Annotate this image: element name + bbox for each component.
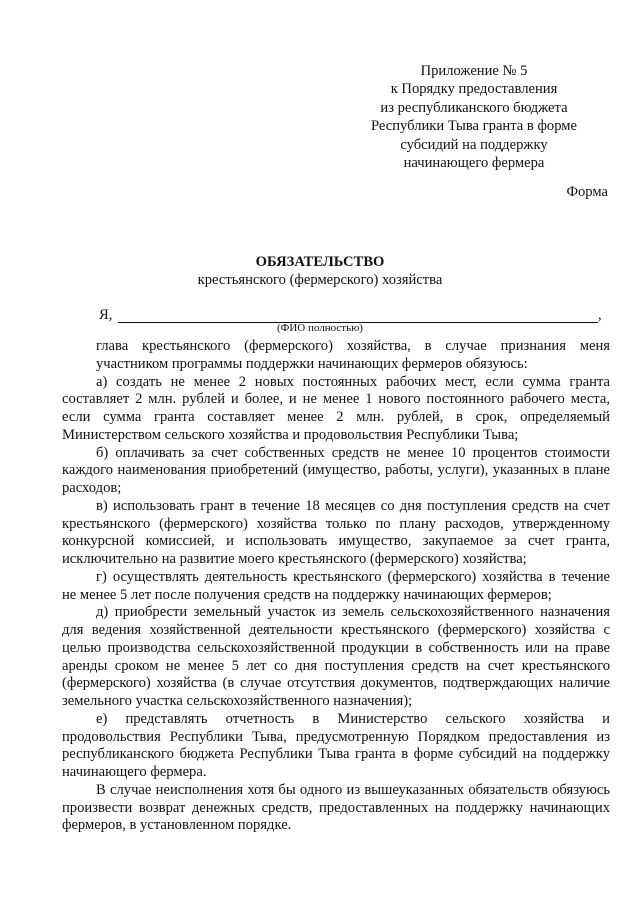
appendix-line: из республиканского бюджета — [380, 99, 568, 116]
paragraph-v: в) использовать грант в течение 18 месяцев со дня поступления средств на счет крестьянского (фермерского) хозяйства только по плану расходов, утвержденному конкурсной комиссией, и использовать имущество, закупаемое за счет гранта, исключительно на развитие моего крестьянского (фермерского) хозяйства; — [62, 497, 610, 567]
document-subtitle: крестьянского (фермерского) хозяйства — [197, 272, 443, 288]
appendix-header — [354, 62, 594, 172]
document-title: ОБЯЗАТЕЛЬСТВО — [255, 254, 385, 270]
paragraph-a: а) создать не менее 2 новых постоянных рабочих мест, если сумма гранта составляет 2 млн. рублей и более, и не менее 1 нового постоянного рабочего места, если сумма гранта составляет менее 2 млн. рублей, в срок, определяемый Министерством сельского хозяйства и продовольствия Республики Тыва; — [62, 373, 610, 443]
paragraph-final: В случае неисполнения хотя бы одного из вышеуказанных обязательств обязуюсь произвести возврат денежных средств, предоставленных на поддержку начинающих фермеров, в установленном порядке. — [62, 781, 610, 834]
paragraph-b: б) оплачивать за счет собственных средств не менее 10 процентов стоимости каждого наименования приобретений (имущество, работы, услуги), указанных в плане расходов; — [62, 444, 610, 496]
paragraph-d: д) приобрести земельный участок из земель сельскохозяйственного назначения для ведения хозяйственной деятельности крестьянского (фермерского) хозяйства с целью производства сельскохозяйственной продукции в собственность или на праве аренды сроком не менее 5 лет со дня поступления средств на счет крестьянского (фермерского) хозяйства (в случае отсутствия документов, подтверждающих наличие земельного участка сельскохозяйственного назначения); — [62, 604, 610, 709]
paragraph-e: е) представлять отчетность в Министерство сельского хозяйства и продовольствия Республики Тыва, предусмотренную Порядком предоставления из республиканского бюджета Республики Тыва гранта в форме субсидий на поддержку начинающего фермера. — [62, 710, 610, 780]
appendix-line: к Порядку предоставления — [390, 81, 558, 98]
appendix-line: Республики Тыва гранта в форме — [370, 118, 577, 135]
name-fill-comma: , — [598, 307, 602, 323]
fio-caption: (ФИО полностью) — [277, 322, 363, 334]
obligation-body — [62, 338, 610, 835]
appendix-line: начинающего фермера — [403, 155, 545, 172]
paragraph-g: г) осуществлять деятельность крестьянского (фермерского) хозяйства в течение не менее 5 лет после получения средств на поддержку начинающих фермеров; — [62, 568, 610, 603]
appendix-line: Приложение № 5 — [420, 63, 528, 79]
paragraph-intro: глава крестьянского (фермерского) хозяйства, в случае признания меня участником программы поддержки начинающих фермеров обязуюсь: — [96, 338, 610, 372]
appendix-line: субсидий на поддержку — [400, 136, 548, 153]
ya-label: Я, — [99, 307, 113, 323]
form-label: Форма — [566, 184, 608, 200]
